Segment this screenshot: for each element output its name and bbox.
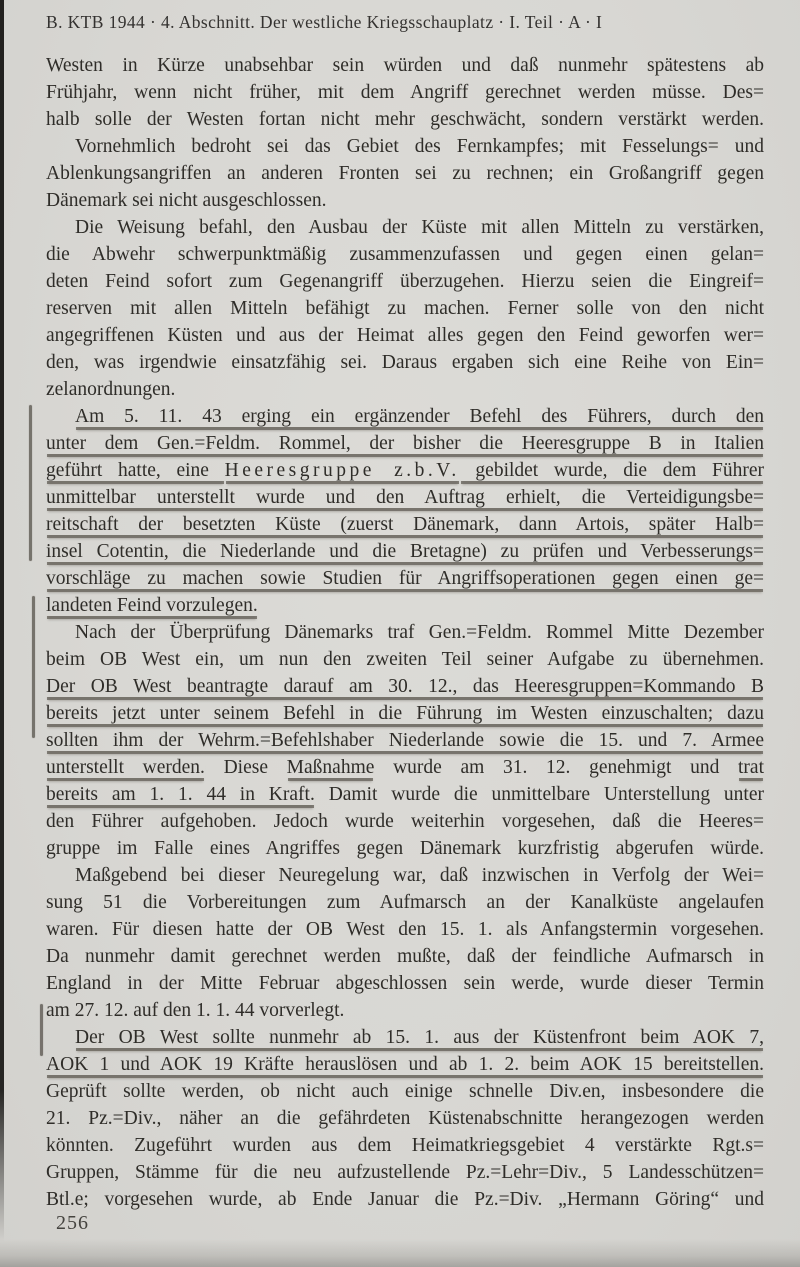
running-header: B. KTB 1944 · 4. Abschnitt. Der westliche Kriegsschauplatz · I. Teil · A · I xyxy=(46,12,603,32)
pencil-underlined-text: bereits jetzt unter seinem Befehl in die Führung im Westen einzuschalten; dazu xyxy=(46,703,764,724)
page-number: 256 xyxy=(56,1212,89,1234)
text-line xyxy=(46,1078,764,1105)
pencil-underlined-text: reitschaft der besetzten Küste (zuerst Dänemark, dann Artois, später Halb= xyxy=(46,514,764,535)
text-line xyxy=(46,187,764,214)
text-segment: Geprüft sollte werden, ob nicht auch einige schnelle Div.en, insbesondere die xyxy=(46,1081,764,1102)
text-line xyxy=(46,673,764,700)
text-line xyxy=(46,538,764,565)
text-line xyxy=(46,268,764,295)
text-line xyxy=(46,403,764,430)
pencil-margin-mark xyxy=(29,405,32,561)
text-segment: sung 51 die Vorbereitungen zum Aufmarsch an der Kanalküste angelaufen xyxy=(46,892,764,913)
text-segment: angegriffenen Küsten und aus der Heimat alles gegen den Feind geworfen wer= xyxy=(46,325,764,346)
text-segment: Diese xyxy=(204,757,287,778)
text-line xyxy=(46,619,764,646)
text-line xyxy=(46,1105,764,1132)
text-line xyxy=(46,646,764,673)
text-line xyxy=(46,52,764,79)
text-line xyxy=(46,457,764,484)
pencil-underlined-text: unterstellt werden. xyxy=(46,757,205,778)
text-segment: Damit wurde die unmittelbare Unterstellung unter xyxy=(314,784,764,805)
text-line xyxy=(46,133,764,160)
text-segment: die Abwehr schwerpunktmäßig zusammenzufassen und gegen einen gelan= xyxy=(46,244,764,265)
text-line xyxy=(46,916,764,943)
text-segment: den, was irgendwie einsatzfähig sei. Daraus ergaben sich eine Reihe von Ein= xyxy=(46,352,764,373)
text-line xyxy=(46,592,764,619)
text-line xyxy=(46,889,764,916)
pencil-underlined-text: Der OB West sollte nunmehr ab 15. 1. aus der Küstenfront beim AOK 7, xyxy=(75,1027,764,1048)
text-segment: Da nunmehr damit gerechnet werden mußte, daß der feindliche Aufmarsch in xyxy=(46,946,764,967)
text-line xyxy=(46,565,764,592)
text-line xyxy=(46,727,764,754)
text-line xyxy=(46,511,764,538)
text-line xyxy=(46,1159,764,1186)
text-segment: am 27. 12. auf den 1. 1. 44 vorverlegt. xyxy=(46,1000,345,1021)
text-line xyxy=(46,322,764,349)
text-segment: waren. Für diesen hatte der OB West den 15. 1. als Anfangstermin vorgesehen. xyxy=(46,919,764,940)
body-text-block xyxy=(46,52,764,1213)
text-segment: Dänemark sei nicht ausgeschlossen. xyxy=(46,190,327,211)
text-line xyxy=(46,997,764,1024)
text-segment: reserven mit allen Mitteln befähigt zu machen. Ferner solle von den nicht xyxy=(46,298,764,319)
page-bottom-shadow xyxy=(0,1239,800,1267)
pencil-underlined-text: Maßnahme xyxy=(286,757,375,778)
text-line xyxy=(46,808,764,835)
text-line xyxy=(46,106,764,133)
pencil-underlined-text: insel Cotentin, die Niederlande und die Bretagne) zu prüfen und Verbesserungs= xyxy=(46,541,764,562)
pencil-underlined-text: Am 5. 11. 43 erging ein ergänzender Befehl des Führers, durch den xyxy=(75,406,764,427)
pencil-underlined-text: trat xyxy=(738,757,764,778)
text-line xyxy=(46,160,764,187)
text-line xyxy=(46,862,764,889)
text-line xyxy=(46,1051,764,1078)
text-line xyxy=(46,430,764,457)
text-line xyxy=(46,700,764,727)
text-line xyxy=(46,781,764,808)
text-line xyxy=(46,970,764,997)
pencil-underlined-text: landeten Feind vorzulegen. xyxy=(46,595,258,616)
text-segment: gruppe im Falle eines Angriffes gegen Dänemark kurzfristig abgerufen würde. xyxy=(46,838,764,859)
pencil-underlined-text: gebildet wurde, die dem Führer xyxy=(459,460,764,481)
text-line xyxy=(46,1132,764,1159)
pencil-margin-mark xyxy=(32,596,35,738)
text-line xyxy=(46,943,764,970)
pencil-underlined-text: vorschläge zu machen sowie Studien für Angriffsoperationen gegen einen ge= xyxy=(46,568,764,589)
text-segment: Btl.e; vorgesehen wurde, ab Ende Januar die Pz.=Div. „Hermann Göring“ und xyxy=(46,1189,764,1210)
text-segment: Vornehmlich bedroht sei das Gebiet des Fernkampfes; mit Fesselungs= und xyxy=(75,136,764,157)
pencil-underlined-text: unmittelbar unterstellt wurde und den Auftrag erhielt, die Verteidigungsbe= xyxy=(46,487,764,508)
text-segment: 21. Pz.=Div., näher an die gefährdeten Küstenabschnitte herangezogen werden xyxy=(46,1108,764,1129)
text-segment: wurde am 31. 12. genehmigt und xyxy=(374,757,738,778)
pencil-underlined-text: Der OB West beantragte darauf am 30. 12., das Heeresgruppen=Kommando B xyxy=(46,676,764,697)
pencil-underlined-text: Heeresgruppe z.b.V. xyxy=(224,460,460,481)
text-line xyxy=(46,349,764,376)
text-line xyxy=(46,214,764,241)
text-segment: Nach der Überprüfung Dänemarks traf Gen.=Feldm. Rommel Mitte Dezember xyxy=(75,622,764,643)
text-line xyxy=(46,754,764,781)
text-line xyxy=(46,295,764,322)
pencil-underlined-text: unter dem Gen.=Feldm. Rommel, der bisher die Heeresgruppe B in Italien xyxy=(46,433,764,454)
pencil-underlined-text: bereits am 1. 1. 44 in Kraft. xyxy=(46,784,315,805)
text-segment: Die Weisung befahl, den Ausbau der Küste mit allen Mitteln zu verstärken, xyxy=(75,217,764,238)
text-segment: deten Feind sofort zum Gegenangriff überzugehen. Hierzu seien die Eingreif= xyxy=(46,271,764,292)
text-segment: den Führer aufgehoben. Jedoch wurde weiterhin vorgesehen, daß die Heeres= xyxy=(46,811,764,832)
text-segment: England in der Mitte Februar abgeschlossen sein werde, wurde dieser Termin xyxy=(46,973,764,994)
text-line xyxy=(46,484,764,511)
text-line xyxy=(46,79,764,106)
text-segment: zelanordnungen. xyxy=(46,379,176,400)
pencil-margin-mark xyxy=(40,1004,43,1056)
text-line xyxy=(46,376,764,403)
pencil-underlined-text: AOK 1 und AOK 19 Kräfte herauslösen und ab 1. 2. beim AOK 15 bereitstellen. xyxy=(46,1054,764,1075)
text-segment: Maßgebend bei dieser Neuregelung war, daß inzwischen in Verfolg der Wei= xyxy=(75,865,764,886)
text-line xyxy=(46,241,764,268)
text-line xyxy=(46,835,764,862)
text-segment: Ablenkungsangriffen an anderen Fronten sei zu rechnen; ein Großangriff gegen xyxy=(46,163,764,184)
text-segment: halb solle der Westen fortan nicht mehr geschwächt, sondern verstärkt werden. xyxy=(46,109,764,130)
text-segment: Gruppen, Stämme für die neu aufzustellende Pz.=Lehr=Div., 5 Landesschützen= xyxy=(46,1162,764,1183)
pencil-underlined-text: sollten ihm der Wehrm.=Befehlshaber Niederlande sowie die 15. und 7. Armee xyxy=(46,730,764,751)
text-segment: beim OB West ein, um nun den zweiten Teil seiner Aufgabe zu übernehmen. xyxy=(46,649,764,670)
text-segment: Westen in Kürze unabsehbar sein würden und daß nunmehr spätestens ab xyxy=(46,55,764,76)
text-segment: Frühjahr, wenn nicht früher, mit dem Angriff gerechnet werden müsse. Des= xyxy=(46,82,764,103)
text-line xyxy=(46,1024,764,1051)
pencil-underlined-text: geführt hatte, eine xyxy=(46,460,225,481)
scan-left-edge xyxy=(0,0,4,1267)
text-segment: könnten. Zugeführt wurden aus dem Heimatkriegsgebiet 4 verstärkte Rgt.s= xyxy=(46,1135,764,1156)
text-line xyxy=(46,1186,764,1213)
